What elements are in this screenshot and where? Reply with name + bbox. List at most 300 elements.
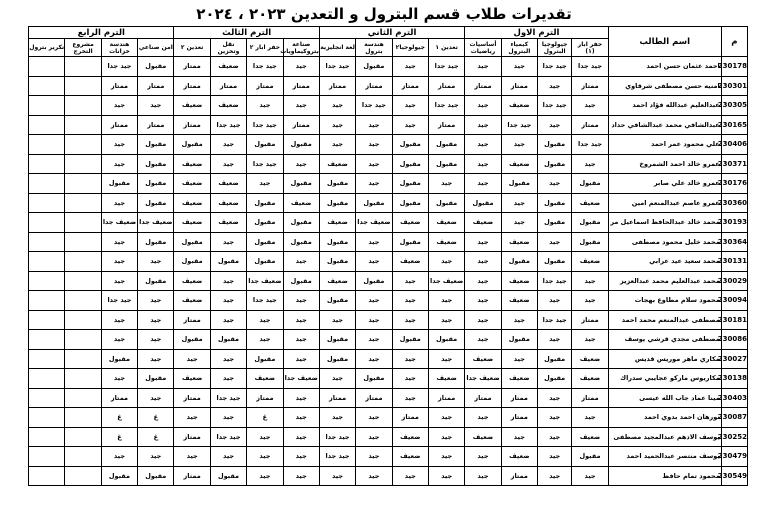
grade-cell: ضعيف جدا	[356, 213, 392, 233]
grade-cell: مقبول	[138, 154, 174, 174]
grade-cell: جيد جدا	[428, 57, 464, 77]
grade-cell: ممتاز	[501, 76, 537, 96]
grade-cell: ضعيف	[428, 232, 464, 252]
grade-cell: مقبول	[356, 193, 392, 213]
grade-cell: مقبول	[538, 154, 572, 174]
grade-cell: جيد	[428, 408, 464, 428]
grade-cell	[29, 408, 65, 428]
grade-cell: جيد جدا	[538, 96, 572, 116]
student-name: مصطفى عبدالمنعم محمد احمد	[608, 310, 721, 330]
grade-cell	[65, 193, 101, 213]
grade-cell: جيد	[428, 427, 464, 447]
grade-cell: ضعيف	[392, 427, 428, 447]
grade-cell: جيد	[572, 330, 608, 350]
grade-cell: ممتاز	[428, 388, 464, 408]
grade-cell	[29, 252, 65, 272]
grade-cell: مقبول	[283, 271, 319, 291]
grade-cell: جيد جدا	[247, 291, 283, 311]
grade-cell: جيد	[538, 408, 572, 428]
grade-cell: ممتاز	[101, 76, 137, 96]
table-row	[29, 369, 748, 389]
grade-cell: مقبول	[138, 466, 174, 486]
student-id: 230252	[721, 427, 747, 447]
grades-table-body	[29, 57, 748, 486]
grade-cell: ممتاز	[465, 76, 501, 96]
grade-cell: غ	[247, 408, 283, 428]
grade-cell: جيد	[319, 135, 355, 155]
grade-cell: جيد	[465, 252, 501, 272]
grade-cell: جيد جدا	[319, 427, 355, 447]
grades-table	[28, 26, 748, 486]
grade-cell	[29, 369, 65, 389]
grade-cell: جيد جدا	[501, 115, 537, 135]
grade-cell: مقبول	[319, 193, 355, 213]
grade-cell: مقبول	[538, 213, 572, 233]
grade-cell: جيد	[210, 447, 246, 467]
grade-cell: جيد جدا	[247, 57, 283, 77]
grade-cell: ضعيف	[465, 427, 501, 447]
table-row	[29, 193, 748, 213]
grade-cell: جيد	[465, 447, 501, 467]
grade-cell: جيد	[465, 135, 501, 155]
grade-cell	[65, 349, 101, 369]
grade-cell: جيد جدا	[428, 96, 464, 116]
grade-cell: مقبول	[247, 135, 283, 155]
grade-cell	[29, 271, 65, 291]
student-name: مصطفى مجدي قرشي يوسف	[608, 330, 721, 350]
grade-cell: مقبول	[538, 369, 572, 389]
grade-cell: مقبول	[538, 349, 572, 369]
grade-cell: جيد	[356, 427, 392, 447]
grade-cell	[29, 57, 65, 77]
grade-cell: جيد	[319, 466, 355, 486]
grade-cell: جيد	[538, 291, 572, 311]
grade-cell	[65, 232, 101, 252]
grade-cell: جيد	[501, 427, 537, 447]
grade-cell: جيد	[428, 466, 464, 486]
grade-cell: جيد	[356, 232, 392, 252]
student-name: مكاريوس ماركو عجايبي سدراك	[608, 369, 721, 389]
student-id: 230027	[721, 349, 747, 369]
subject-header: مشروع التخرج	[65, 39, 101, 57]
student-id: 230479	[721, 447, 747, 467]
table-row	[29, 310, 748, 330]
grade-cell: ضعيف	[465, 213, 501, 233]
grade-cell: ضعيف جدا	[247, 271, 283, 291]
grade-cell: ممتاز	[428, 115, 464, 135]
grade-cell: ضعيف	[283, 193, 319, 213]
grade-cell: جيد	[210, 271, 246, 291]
grade-cell: ضعيف	[572, 349, 608, 369]
grade-cell: ممتاز	[174, 115, 210, 135]
grade-cell	[29, 115, 65, 135]
table-row	[29, 232, 748, 252]
grade-cell: مقبول	[319, 174, 355, 194]
table-row	[29, 96, 748, 116]
grade-cell: جيد	[138, 330, 174, 350]
grade-cell: جيد	[138, 310, 174, 330]
grade-cell: جيد	[538, 232, 572, 252]
grade-cell: ممتاز	[247, 76, 283, 96]
grade-cell: جيد	[572, 96, 608, 116]
grade-cell: ضعيف جدا	[465, 369, 501, 389]
grade-cell: جيد	[572, 408, 608, 428]
table-row	[29, 135, 748, 155]
grade-cell: ضعيف	[210, 193, 246, 213]
grade-cell	[65, 466, 101, 486]
student-name: يوسف الادهم عبدالمجيد مصطفى	[608, 427, 721, 447]
grade-cell: جيد	[356, 447, 392, 467]
grade-cell: ممتاز	[319, 76, 355, 96]
grade-cell: جيد جدا	[210, 427, 246, 447]
table-row	[29, 154, 748, 174]
subject-header: امن صناعي	[138, 39, 174, 57]
grade-cell: جيد	[101, 193, 137, 213]
grade-cell: جيد	[319, 115, 355, 135]
student-id: 230087	[721, 408, 747, 428]
subject-header: نقل وتخزين	[210, 39, 246, 57]
grade-cell: ضعيف	[174, 213, 210, 233]
grade-cell: ضعيف	[501, 154, 537, 174]
grade-cell: جيد	[210, 349, 246, 369]
grade-cell: ممتاز	[138, 76, 174, 96]
grade-cell: مقبول	[174, 232, 210, 252]
grade-cell: مقبول	[356, 369, 392, 389]
grade-cell: مقبول	[174, 330, 210, 350]
grade-cell: ضعيف	[428, 213, 464, 233]
grade-cell: جيد	[392, 57, 428, 77]
table-row	[29, 447, 748, 467]
student-name: عمرو خالد علي صابر	[608, 174, 721, 194]
grade-cell: مقبول	[210, 330, 246, 350]
col-header-name: اسم الطالب	[608, 27, 721, 57]
grade-cell: جيد	[465, 232, 501, 252]
grade-cell: جيد جدا	[247, 115, 283, 135]
grade-cell: جيد جدا	[538, 310, 572, 330]
student-name: محمود سلام مطاوع بهجات	[608, 291, 721, 311]
grade-cell: جيد	[101, 252, 137, 272]
grade-cell: مقبول	[138, 174, 174, 194]
grade-cell: جيد جدا	[101, 57, 137, 77]
grade-cell: مقبول	[392, 330, 428, 350]
grade-cell: ضعيف	[392, 447, 428, 467]
grade-cell	[65, 57, 101, 77]
grade-cell: جيد	[501, 135, 537, 155]
grade-cell: ضعيف	[572, 427, 608, 447]
grade-cell: جيد	[392, 466, 428, 486]
grade-cell: جيد	[283, 408, 319, 428]
grade-cell: جيد	[283, 466, 319, 486]
grade-cell: مقبول	[319, 349, 355, 369]
grade-cell: ضعيف جدا	[101, 213, 137, 233]
grade-cell: ضعيف	[174, 96, 210, 116]
grade-cell: جيد	[283, 349, 319, 369]
grade-cell: مقبول	[428, 154, 464, 174]
col-header-num: م	[721, 27, 747, 57]
student-name: عبدالشافي محمد عبدالشافي حداد	[608, 115, 721, 135]
table-row	[29, 427, 748, 447]
subject-header: لغة انجليزية	[319, 39, 355, 57]
grade-cell: مقبول	[138, 57, 174, 77]
grade-cell: ممتاز	[174, 76, 210, 96]
grade-cell: مقبول	[174, 135, 210, 155]
student-id: 230165	[721, 115, 747, 135]
grade-cell: جيد	[356, 349, 392, 369]
grade-cell: ضعيف	[501, 232, 537, 252]
grade-cell: مقبول	[392, 174, 428, 194]
grade-cell: مقبول	[356, 57, 392, 77]
grade-cell: جيد	[101, 96, 137, 116]
grade-cell: جيد جدا	[247, 154, 283, 174]
grade-cell	[29, 213, 65, 233]
grade-cell: جيد	[572, 291, 608, 311]
grade-cell: جيد	[283, 252, 319, 272]
grade-cell	[65, 330, 101, 350]
grade-cell: مقبول	[319, 330, 355, 350]
grade-cell: جيد	[465, 115, 501, 135]
grade-cell: غ	[101, 408, 137, 428]
grade-cell: جيد	[247, 174, 283, 194]
grade-cell: ضعيف	[501, 447, 537, 467]
grade-cell: جيد	[392, 388, 428, 408]
grade-cell: جيد	[283, 57, 319, 77]
student-id: 230305	[721, 96, 747, 116]
grade-cell: جيد	[319, 310, 355, 330]
student-name: عمرو خالد احمد الشمروخ	[608, 154, 721, 174]
grade-cell: ممتاز	[101, 115, 137, 135]
grade-cell: مقبول	[465, 193, 501, 213]
table-row	[29, 76, 748, 96]
subject-header: كيمياء البترول	[501, 39, 537, 57]
table-row	[29, 115, 748, 135]
grade-cell	[29, 232, 65, 252]
student-id: 230403	[721, 388, 747, 408]
grade-cell: ممتاز	[138, 115, 174, 135]
grade-cell: مقبول	[572, 213, 608, 233]
subject-header: أساسيات رياضيات	[465, 39, 501, 57]
grade-cell: ضعيف	[210, 213, 246, 233]
grade-cell	[65, 310, 101, 330]
grade-cell: جيد	[465, 174, 501, 194]
grade-cell: جيد	[356, 310, 392, 330]
grade-cell: ضعيف	[572, 193, 608, 213]
student-name: محمد خالد عبدالحافظ اسماعيل مر	[608, 213, 721, 233]
subject-header: جيولوجيا٢	[392, 39, 428, 57]
student-name: عبدالعليم عبدالله فؤاد احمد	[608, 96, 721, 116]
grade-cell	[65, 408, 101, 428]
student-id: 230131	[721, 252, 747, 272]
table-row	[29, 213, 748, 233]
subject-header: هندسة خزانات	[101, 39, 137, 57]
grade-cell: ضعيف	[319, 271, 355, 291]
grade-cell: ممتاز	[319, 388, 355, 408]
grade-cell: ممتاز	[392, 76, 428, 96]
table-row	[29, 271, 748, 291]
grade-cell: مقبول	[538, 135, 572, 155]
grade-cell	[29, 388, 65, 408]
grade-cell: جيد	[138, 291, 174, 311]
grade-cell: جيد	[283, 96, 319, 116]
header-row-terms	[29, 27, 748, 39]
grade-cell: مقبول	[138, 193, 174, 213]
grade-cell: جيد	[138, 447, 174, 467]
grade-cell	[29, 96, 65, 116]
student-id: 230176	[721, 174, 747, 194]
grade-cell: غ	[138, 408, 174, 428]
grade-cell: ضعيف	[247, 369, 283, 389]
grade-cell: ضعيف	[174, 174, 210, 194]
grade-cell: ممتاز	[572, 388, 608, 408]
grade-cell: مقبول	[392, 193, 428, 213]
student-name: مينا عماد جاب الله عيسى	[608, 388, 721, 408]
grade-cell: جيد جدا	[319, 57, 355, 77]
grade-cell: جيد	[428, 447, 464, 467]
grade-cell: جيد	[538, 174, 572, 194]
table-row	[29, 408, 748, 428]
grade-cell: جيد	[538, 330, 572, 350]
grade-cell: مقبول	[138, 271, 174, 291]
grade-cell: مقبول	[138, 369, 174, 389]
grade-cell: مقبول	[174, 252, 210, 272]
grade-cell: جيد	[247, 330, 283, 350]
grade-cell: مقبول	[138, 232, 174, 252]
student-id: 230178	[721, 57, 747, 77]
grade-cell: جيد	[356, 291, 392, 311]
grade-cell	[65, 154, 101, 174]
grade-cell: جيد	[101, 330, 137, 350]
grade-cell: ضعيف	[210, 96, 246, 116]
grade-cell: جيد	[392, 310, 428, 330]
grade-cell: جيد	[465, 291, 501, 311]
grade-cell	[65, 388, 101, 408]
grade-cell: ممتاز	[283, 115, 319, 135]
grade-cell	[65, 135, 101, 155]
table-row	[29, 57, 748, 77]
grade-cell: جيد	[501, 349, 537, 369]
grade-cell: مقبول	[247, 193, 283, 213]
grade-cell: جيد	[572, 466, 608, 486]
grade-cell: جيد جدا	[356, 96, 392, 116]
grade-cell: جيد	[210, 291, 246, 311]
grade-cell: ضعيف	[501, 271, 537, 291]
grade-cell: ضعيف	[174, 154, 210, 174]
grade-cell: ضعيف	[319, 213, 355, 233]
subject-header: تكرير بترول	[29, 39, 65, 57]
grade-cell: جيد	[465, 330, 501, 350]
grade-cell	[29, 310, 65, 330]
grade-cell: ضعيف	[174, 369, 210, 389]
grade-cell: جيد	[501, 57, 537, 77]
grade-cell: ممتاز	[572, 76, 608, 96]
grade-cell: جيد	[283, 330, 319, 350]
term-header: الترم الرابع	[29, 27, 174, 39]
grade-cell: ممتاز	[247, 388, 283, 408]
student-name: محمد عبدالعليم محمد عبدالعزيز	[608, 271, 721, 291]
grade-cell	[29, 76, 65, 96]
grade-cell	[65, 213, 101, 233]
student-id: 230360	[721, 193, 747, 213]
student-id: 230406	[721, 135, 747, 155]
grade-cell: جيد جدا	[572, 135, 608, 155]
grade-cell: جيد جدا	[538, 57, 572, 77]
grade-cell: ممتاز	[501, 408, 537, 428]
grade-cell: مقبول	[283, 213, 319, 233]
grade-cell: مقبول	[101, 349, 137, 369]
grade-cell: ممتاز	[572, 115, 608, 135]
grade-cell: ضعيف	[501, 369, 537, 389]
grade-cell: ضعيف	[392, 252, 428, 272]
grade-cell: جيد	[501, 310, 537, 330]
grade-cell: مقبول	[538, 252, 572, 272]
student-name: علي محمود عمر احمد	[608, 135, 721, 155]
grade-cell: جيد	[392, 349, 428, 369]
grade-cell: جيد	[356, 154, 392, 174]
subject-header: تعدين ١	[428, 39, 464, 57]
student-id: 230364	[721, 232, 747, 252]
subject-header: صناعة بتروكيماويات	[280, 40, 319, 55]
grade-cell: جيد	[210, 135, 246, 155]
grade-cell: ممتاز	[174, 388, 210, 408]
grade-cell: جيد	[428, 174, 464, 194]
grade-cell: مقبول	[319, 291, 355, 311]
student-id: 230549	[721, 466, 747, 486]
grade-cell: جيد	[356, 408, 392, 428]
grade-cell: ممتاز	[283, 76, 319, 96]
grade-cell: مقبول	[428, 135, 464, 155]
grade-cell: جيد	[247, 466, 283, 486]
grade-cell	[65, 427, 101, 447]
grade-cell: مقبول	[283, 232, 319, 252]
grade-cell: جيد	[101, 135, 137, 155]
student-id: 230371	[721, 154, 747, 174]
grade-cell: مقبول	[210, 252, 246, 272]
grade-cell: جيد	[101, 232, 137, 252]
grade-cell: جيد	[465, 310, 501, 330]
grade-cell: جيد	[247, 427, 283, 447]
grade-cell: جيد	[101, 154, 137, 174]
grade-cell: جيد	[174, 408, 210, 428]
grade-cell: جيد	[356, 330, 392, 350]
grade-cell: غ	[138, 427, 174, 447]
grade-cell: جيد	[465, 466, 501, 486]
grade-cell: مقبول	[101, 466, 137, 486]
student-id: 230086	[721, 330, 747, 350]
grade-cell: جيد	[247, 96, 283, 116]
grade-cell: جيد	[247, 310, 283, 330]
grade-cell: جيد	[283, 388, 319, 408]
grade-cell: غ	[101, 427, 137, 447]
grade-cell: جيد	[356, 252, 392, 272]
grade-cell: جيد	[538, 447, 572, 467]
grade-cell: ممتاز	[392, 408, 428, 428]
student-name: محمود تمام حافظ	[608, 466, 721, 486]
grade-cell: ممتاز	[356, 388, 392, 408]
grade-cell: جيد	[101, 310, 137, 330]
grade-cell: ضعيف	[392, 213, 428, 233]
grade-cell	[65, 369, 101, 389]
grade-cell: مقبول	[501, 252, 537, 272]
grade-cell: جيد	[138, 349, 174, 369]
grade-cell: جيد جدا	[101, 291, 137, 311]
table-row	[29, 388, 748, 408]
grade-cell: ممتاز	[174, 427, 210, 447]
grade-cell: مقبول	[392, 135, 428, 155]
student-name: محمد خليل محمود مصطفى	[608, 232, 721, 252]
grade-cell: جيد	[283, 310, 319, 330]
grade-cell: جيد	[501, 213, 537, 233]
grade-cell: جيد	[572, 154, 608, 174]
grade-cell	[65, 252, 101, 272]
